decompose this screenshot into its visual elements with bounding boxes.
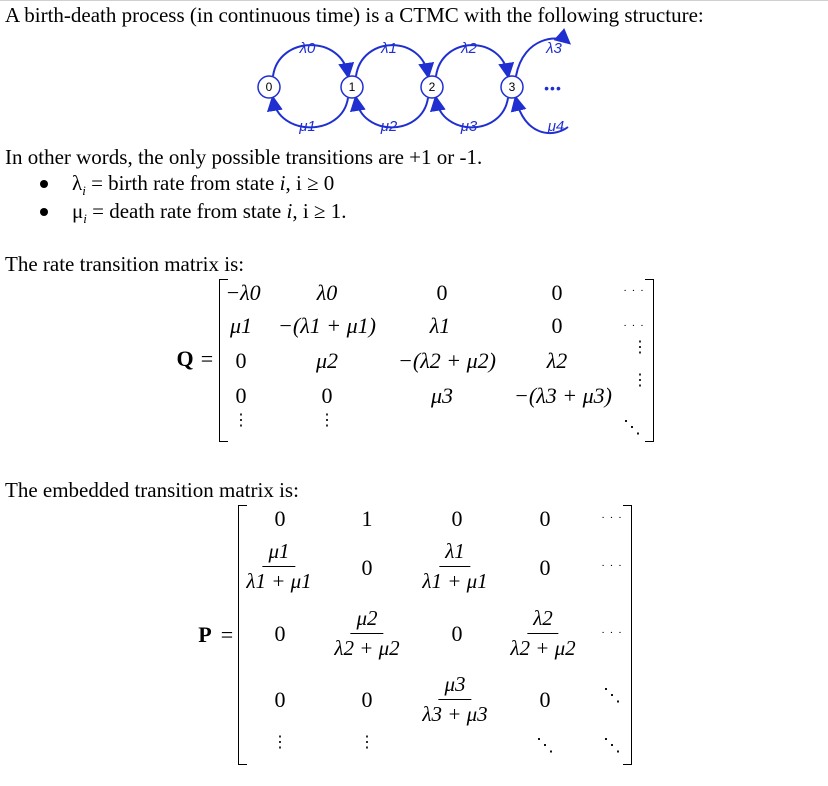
p-fraction-numerator: μ1 <box>262 541 295 567</box>
birth-rate-label: λ3 <box>546 40 562 57</box>
q-equals: = <box>200 346 214 371</box>
death-rate-label: μ1 <box>299 118 316 135</box>
birth-rate-label: λ1 <box>381 40 397 57</box>
q-ddots: ⋱ <box>623 417 641 437</box>
q-cell: 0 <box>436 280 448 305</box>
bullet-death <box>72 201 346 225</box>
q-cell: 0 <box>235 383 247 408</box>
q-cell: μ2 <box>315 348 339 373</box>
q-cell: λ2 <box>546 348 568 373</box>
p-cell: 0 <box>274 506 286 531</box>
q-vdots: ⋮ <box>233 412 249 429</box>
bullet-sub: i <box>82 183 86 199</box>
p-cell: 0 <box>274 621 286 646</box>
state-label: 0 <box>265 80 273 94</box>
p-fraction-denominator: λ1 + μ1 <box>422 569 488 593</box>
p-fraction-numerator: μ2 <box>350 608 383 634</box>
ellipsis: ••• <box>544 80 562 96</box>
state-label: 2 <box>428 80 436 94</box>
q-vdots: ⋮ <box>319 412 335 429</box>
p-fraction-numerator: λ1 <box>439 541 471 567</box>
bullet-var: i <box>279 171 286 195</box>
p-cell: 0 <box>539 506 551 531</box>
p-fraction <box>330 608 403 659</box>
p-hdots: · · · <box>601 512 623 524</box>
transitions-text: In other words, the only possible transitions are +1 or -1. <box>5 145 483 169</box>
p-hdots: · · · <box>601 560 623 572</box>
p-fraction-denominator: λ1 + μ1 <box>246 569 312 593</box>
birth-rate-label: λ2 <box>461 40 477 57</box>
bullet-text: = birth rate from state <box>85 171 280 195</box>
p-fraction-denominator: λ3 + μ3 <box>422 702 488 726</box>
p-ddots: ⋱ <box>536 735 554 755</box>
birth-death-diagram <box>0 0 828 150</box>
p-vdots: ⋮ <box>359 734 375 751</box>
birth-rate-label: λ0 <box>299 40 316 57</box>
q-cell: 0 <box>551 313 563 338</box>
embedded-matrix-heading: The embedded transition matrix is: <box>5 478 299 502</box>
q-hdots: · · · <box>623 320 645 332</box>
p-fraction-denominator: λ2 + μ2 <box>510 636 576 660</box>
q-cell: 0 <box>321 383 333 408</box>
bullet-symbol: λ <box>72 171 83 195</box>
bullet-cond: , i ≥ 0 <box>285 171 335 195</box>
p-fraction-denominator: λ2 + μ2 <box>334 636 400 660</box>
p-fraction <box>418 541 491 592</box>
p-ddots: ⋱ <box>603 735 621 755</box>
rate-matrix-heading: The rate transition matrix is: <box>5 252 245 276</box>
p-right-bracket <box>623 505 632 765</box>
p-hdots: · · · <box>601 627 623 639</box>
p-label: P <box>198 622 212 647</box>
p-vdots: ⋮ <box>272 734 288 751</box>
bullet-var: i <box>286 199 293 223</box>
q-right-bracket <box>645 279 654 442</box>
p-fraction <box>242 541 315 592</box>
q-cell: μ3 <box>430 383 454 408</box>
intro-text: A birth-death process (in continuous time) is a CTMC with the following structure: <box>5 3 704 27</box>
q-cell: −(λ3 + μ3) <box>514 383 612 408</box>
q-vdots: ⋮ <box>632 339 648 356</box>
q-cell: 0 <box>235 348 247 373</box>
p-cell: 0 <box>539 555 551 580</box>
p-equals: = <box>220 622 234 647</box>
q-label: Q <box>176 346 194 371</box>
q-cell: λ0 <box>316 280 338 305</box>
p-ddots: ⋱ <box>603 685 621 705</box>
q-hdots: · · · <box>623 285 645 297</box>
bullet-birth <box>72 173 334 197</box>
bullet-text: = death rate from state <box>86 199 287 223</box>
q-cell: λ1 <box>429 313 451 338</box>
death-rate-label: μ3 <box>460 118 478 135</box>
q-vdots: ⋮ <box>632 372 648 389</box>
p-cell: 0 <box>451 506 463 531</box>
p-cell: 0 <box>539 687 551 712</box>
p-fraction-numerator: μ3 <box>438 674 471 700</box>
p-fraction <box>506 608 579 659</box>
q-cell: −λ0 <box>225 280 261 305</box>
state-label: 3 <box>508 80 516 94</box>
p-cell: 0 <box>451 621 463 646</box>
q-cell: μ1 <box>229 313 253 338</box>
death-rate-label: μ2 <box>380 118 398 135</box>
death-rate-label: μ4 <box>547 118 565 135</box>
bullet-dot <box>40 208 48 216</box>
q-cell: −(λ1 + μ1) <box>278 313 376 338</box>
q-cell: −(λ2 + μ2) <box>398 348 496 373</box>
bullet-dot <box>40 180 48 188</box>
p-cell: 1 <box>361 506 373 531</box>
p-cell: 0 <box>274 687 286 712</box>
p-cell: 0 <box>361 687 373 712</box>
bullet-cond: , i ≥ 1. <box>292 199 347 223</box>
p-fraction-numerator: λ2 <box>527 608 559 634</box>
bullet-symbol: μ <box>72 199 84 223</box>
p-cell: 0 <box>361 555 373 580</box>
q-cell: 0 <box>551 280 563 305</box>
state-label: 1 <box>348 80 356 94</box>
p-fraction <box>418 674 491 725</box>
bullet-sub: i <box>83 211 87 227</box>
